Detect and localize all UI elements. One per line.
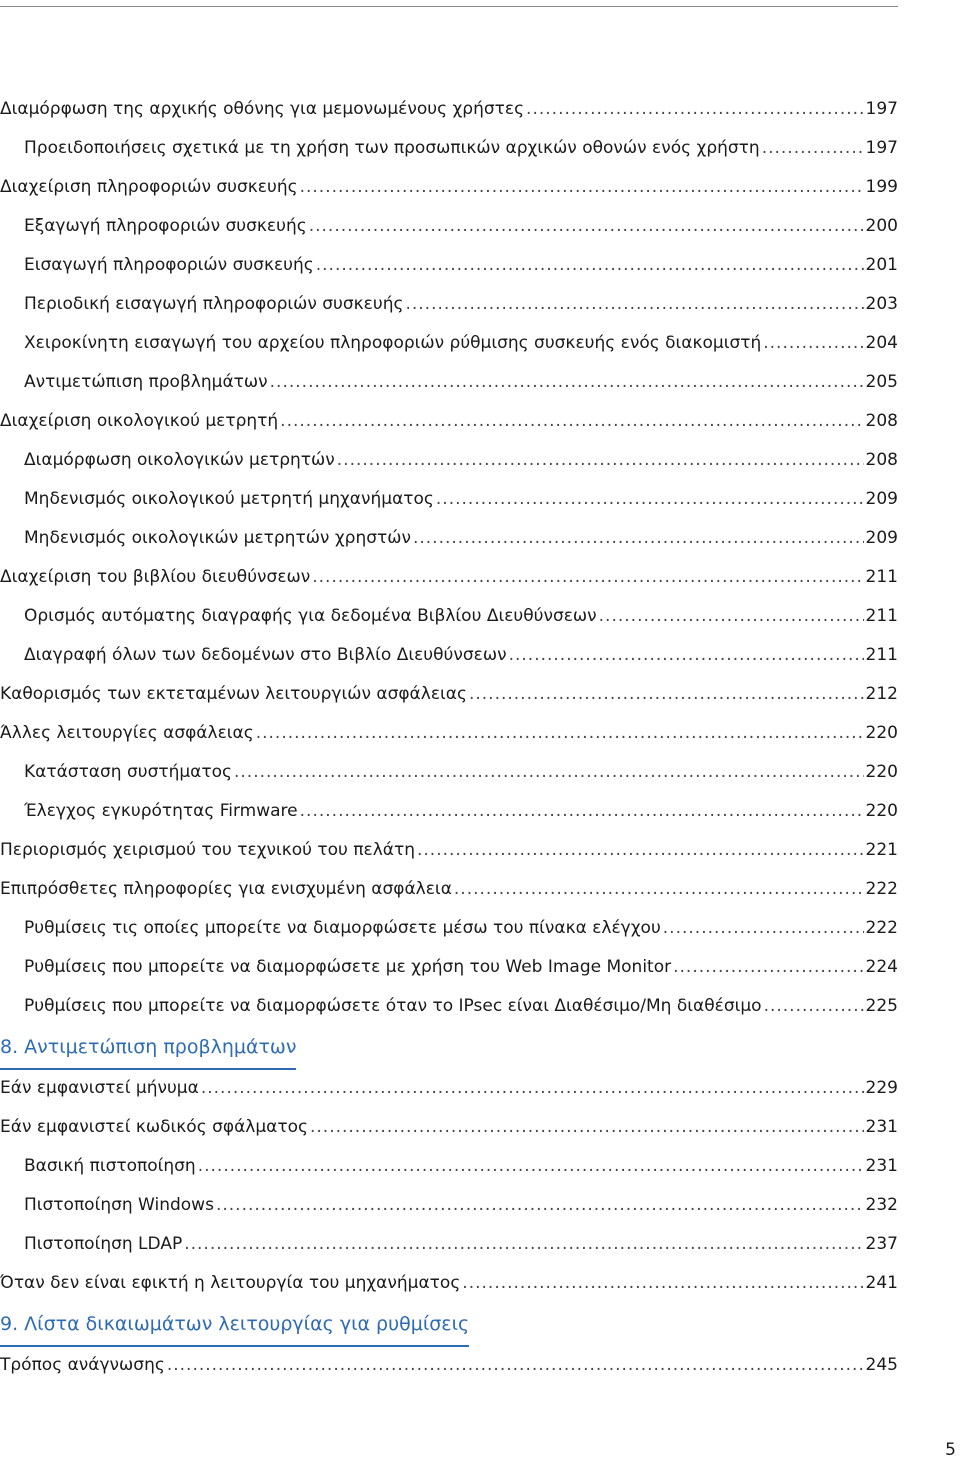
- toc-entry[interactable]: [0, 636, 898, 675]
- chapter-9-heading[interactable]: 9. Λίστα δικαιωμάτων λειτουργίας για ρυθμίσεις: [0, 1303, 469, 1347]
- dot-leader: [764, 987, 864, 1026]
- toc-entry-page-number[interactable]: 197: [865, 138, 898, 158]
- toc-entry-title[interactable]: Περιορισμός χειρισμού του τεχνικού του πελάτη: [0, 840, 415, 860]
- toc-entry-page-number[interactable]: 224: [865, 957, 898, 977]
- toc-entry[interactable]: [0, 480, 898, 519]
- toc-entry[interactable]: [0, 363, 898, 402]
- dot-leader: [234, 753, 864, 792]
- dot-leader: [509, 636, 864, 675]
- toc-entry-title[interactable]: Άλλες λειτουργίες ασφάλειας: [0, 723, 254, 743]
- toc-entry-title[interactable]: Διαμόρφωση οικολογικών μετρητών: [24, 450, 335, 470]
- toc-entry-title[interactable]: Μηδενισμός οικολογικών μετρητών χρηστών: [24, 528, 411, 548]
- toc-entry[interactable]: [0, 1108, 898, 1147]
- toc-entry-title[interactable]: Διαμόρφωση της αρχικής οθόνης για μεμονωμένους χρήστες: [0, 99, 525, 119]
- toc-entry-title[interactable]: Βασική πιστοποίηση: [24, 1156, 196, 1176]
- toc-entry[interactable]: [0, 324, 898, 363]
- toc-entry-page-number[interactable]: 211: [865, 567, 898, 587]
- toc-entry[interactable]: [0, 831, 898, 870]
- toc-entry[interactable]: [0, 285, 898, 324]
- toc-entry-page-number[interactable]: 208: [865, 450, 898, 470]
- toc-entry-page-number[interactable]: 208: [865, 411, 898, 431]
- toc-entry[interactable]: [0, 1147, 898, 1186]
- dot-leader: [167, 1346, 864, 1385]
- toc-entry-page-number[interactable]: 231: [865, 1117, 898, 1137]
- toc-entry-title[interactable]: Μηδενισμός οικολογικού μετρητή μηχανήματος: [24, 489, 434, 509]
- toc-entry-title[interactable]: Ρυθμίσεις που μπορείτε να διαμορφώσετε όταν το IPsec είναι Διαθέσιμο/Μη διαθέσιμο: [24, 996, 762, 1016]
- toc-entry-title[interactable]: Αντιμετώπιση προβλημάτων: [24, 372, 268, 392]
- toc-entry-title[interactable]: Ρυθμίσεις τις οποίες μπορείτε να διαμορφώσετε μέσω του πίνακα ελέγχου: [24, 918, 661, 938]
- toc-entry[interactable]: [0, 909, 898, 948]
- toc-entry[interactable]: [0, 402, 898, 441]
- toc-entry-page-number[interactable]: 225: [865, 996, 898, 1016]
- dot-leader: [526, 90, 864, 129]
- dot-leader: [436, 480, 864, 519]
- toc-entry-title[interactable]: Ορισμός αυτόματης διαγραφής για δεδομένα Βιβλίου Διευθύνσεων: [24, 606, 597, 626]
- toc-entry-page-number[interactable]: 229: [865, 1078, 898, 1098]
- toc-entry-page-number[interactable]: 220: [865, 801, 898, 821]
- dot-leader: [462, 1264, 863, 1303]
- toc-entry[interactable]: [0, 1346, 898, 1385]
- toc-entry-title[interactable]: Εξαγωγή πληροφοριών συσκευής: [24, 216, 307, 236]
- toc-entry[interactable]: [0, 1225, 898, 1264]
- dot-leader: [762, 129, 864, 168]
- toc-entry-title[interactable]: Εάν εμφανιστεί μήνυμα: [0, 1078, 199, 1098]
- dot-leader: [309, 207, 864, 246]
- toc-entry-page-number[interactable]: 222: [865, 918, 898, 938]
- dot-leader: [280, 402, 863, 441]
- dot-leader: [216, 1186, 864, 1225]
- dot-leader: [337, 441, 864, 480]
- dot-leader: [413, 519, 864, 558]
- toc-entry-title[interactable]: Έλεγχος εγκυρότητας Firmware: [24, 801, 298, 821]
- toc-entry[interactable]: [0, 597, 898, 636]
- toc-entry-title[interactable]: Κατάσταση συστήματος: [24, 762, 232, 782]
- toc-entry-page-number[interactable]: 211: [865, 645, 898, 665]
- toc-entry-page-number[interactable]: 200: [865, 216, 898, 236]
- toc-entry[interactable]: [0, 948, 898, 987]
- chapter-8-heading[interactable]: 8. Αντιμετώπιση προβλημάτων: [0, 1026, 296, 1070]
- toc-entry[interactable]: [0, 870, 898, 909]
- toc-entry[interactable]: [0, 1069, 898, 1108]
- toc-entry-title[interactable]: Επιπρόσθετες πληροφορίες για ενισχυμένη ασφάλεια: [0, 879, 452, 899]
- dot-leader: [300, 168, 864, 207]
- toc-entry-page-number[interactable]: 209: [865, 528, 898, 548]
- dot-leader: [256, 714, 864, 753]
- dot-leader: [673, 948, 863, 987]
- toc-entry-page-number[interactable]: 211: [865, 606, 898, 626]
- dot-leader: [198, 1147, 864, 1186]
- dot-leader: [469, 675, 864, 714]
- toc-entry-title[interactable]: Διαχείριση πληροφοριών συσκευής: [0, 177, 298, 197]
- toc-entry-title[interactable]: Όταν δεν είναι εφικτή η λειτουργία του μηχανήματος: [0, 1273, 461, 1293]
- toc-entry[interactable]: [0, 753, 898, 792]
- toc-entry[interactable]: [0, 519, 898, 558]
- toc-entry-title[interactable]: Διαχείριση του βιβλίου διευθύνσεων: [0, 567, 311, 587]
- toc-entry-title[interactable]: Εάν εμφανιστεί κωδικός σφάλματος: [0, 1117, 308, 1137]
- toc-entry-page-number[interactable]: 220: [865, 723, 898, 743]
- toc-entry[interactable]: [0, 558, 898, 597]
- toc-entry-page-number[interactable]: 221: [865, 840, 898, 860]
- toc-entry[interactable]: [0, 129, 898, 168]
- toc-entry[interactable]: [0, 987, 898, 1026]
- toc-entry-page-number[interactable]: 199: [865, 177, 898, 197]
- toc-entry-page-number[interactable]: 212: [865, 684, 898, 704]
- toc-entry-title[interactable]: Πιστοποίηση LDAP: [24, 1234, 183, 1254]
- toc-entry-page-number[interactable]: 205: [865, 372, 898, 392]
- toc-entry[interactable]: [0, 714, 898, 753]
- dot-leader: [184, 1225, 863, 1264]
- chapter-8-heading-wrapper: [0, 1026, 898, 1069]
- toc-entry-title[interactable]: Προειδοποιήσεις σχετικά με τη χρήση των προσωπικών αρχικών οθονών ενός χρήστη: [24, 138, 760, 158]
- toc-entry-title[interactable]: Χειροκίνητη εισαγωγή του αρχείου πληροφοριών ρύθμισης συσκευής ενός διακομιστή: [24, 333, 762, 353]
- toc-entry[interactable]: [0, 1186, 898, 1225]
- toc-entry-page-number[interactable]: 232: [865, 1195, 898, 1215]
- toc-entry-title[interactable]: Περιοδική εισαγωγή πληροφοριών συσκευής: [24, 294, 404, 314]
- toc-entry[interactable]: [0, 168, 898, 207]
- toc-entry-title[interactable]: Καθορισμός των εκτεταμένων λειτουργιών ασφάλειας: [0, 684, 467, 704]
- toc-entry-page-number[interactable]: 241: [865, 1273, 898, 1293]
- toc-entry-page-number[interactable]: 197: [865, 99, 898, 119]
- toc-entry-page-number[interactable]: 220: [865, 762, 898, 782]
- dot-leader: [201, 1069, 864, 1108]
- dot-leader: [599, 597, 864, 636]
- dot-leader: [312, 558, 863, 597]
- toc-entry-title[interactable]: Εισαγωγή πληροφοριών συσκευής: [24, 255, 314, 275]
- toc-entry-page-number[interactable]: 222: [865, 879, 898, 899]
- dot-leader: [270, 363, 864, 402]
- toc-entry[interactable]: [0, 792, 898, 831]
- toc-entry-page-number[interactable]: 204: [865, 333, 898, 353]
- page-number: 5: [945, 1440, 956, 1460]
- table-of-contents: [0, 90, 898, 1385]
- toc-entry-page-number[interactable]: 245: [865, 1355, 898, 1375]
- toc-entry-page-number[interactable]: 237: [865, 1234, 898, 1254]
- toc-entry-title[interactable]: Πιστοποίηση Windows: [24, 1195, 214, 1215]
- dot-leader: [454, 870, 864, 909]
- toc-entry[interactable]: [0, 207, 898, 246]
- dot-leader: [310, 1108, 864, 1147]
- toc-entry-title[interactable]: Διαχείριση οικολογικού μετρητή: [0, 411, 279, 431]
- dot-leader: [300, 792, 864, 831]
- toc-entry-page-number[interactable]: 231: [865, 1156, 898, 1176]
- toc-entry[interactable]: [0, 441, 898, 480]
- dot-leader: [316, 246, 864, 285]
- dot-leader: [405, 285, 863, 324]
- toc-entry-page-number[interactable]: 209: [865, 489, 898, 509]
- toc-entry-page-number[interactable]: 203: [865, 294, 898, 314]
- chapter-9-heading-wrapper: [0, 1303, 898, 1346]
- toc-entry[interactable]: [0, 675, 898, 714]
- toc-entry[interactable]: [0, 1264, 898, 1303]
- toc-entry-title[interactable]: Διαγραφή όλων των δεδομένων στο Βιβλίο Διευθύνσεων: [24, 645, 507, 665]
- dot-leader: [663, 909, 864, 948]
- toc-entry[interactable]: [0, 246, 898, 285]
- toc-entry-page-number[interactable]: 201: [865, 255, 898, 275]
- toc-entry-title[interactable]: Τρόπος ανάγνωσης: [0, 1355, 165, 1375]
- toc-entry[interactable]: [0, 90, 898, 129]
- toc-entry-title[interactable]: Ρυθμίσεις που μπορείτε να διαμορφώσετε με χρήση του Web Image Monitor: [24, 957, 672, 977]
- header-rule: [0, 6, 898, 7]
- dot-leader: [763, 324, 863, 363]
- dot-leader: [417, 831, 864, 870]
